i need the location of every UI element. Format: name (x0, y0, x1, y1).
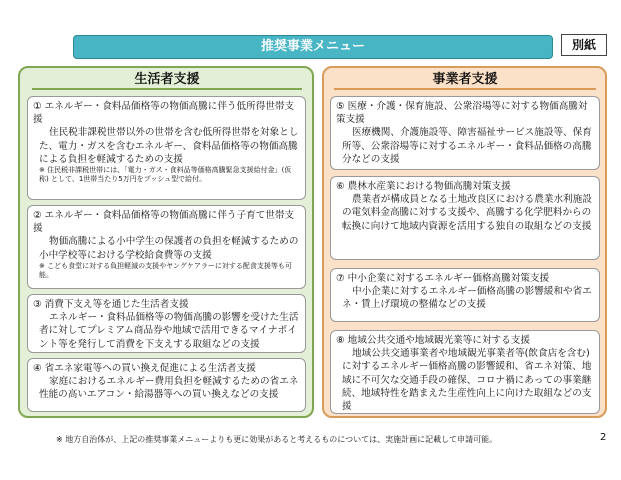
page-title: 推奨事業メニュー (73, 35, 553, 59)
support-item-7 (330, 268, 600, 322)
item-body: 農業者が構成員となる土地改良区における農業水利施設の電気料金高騰に対する支援や、高騰する化学肥料からの転換に向けて地域内資源を活用する独自の取組などの支援 (342, 194, 592, 232)
footnote: ※ 地方自治体が、上記の推奨事業メニューよりも更に効果があると考えるものについては、実施計画に記載して申請可能。 (56, 435, 498, 444)
item-heading: ⑧ 地域公共交通や地域観光業等に対する支援 (336, 335, 530, 346)
support-item-1 (27, 96, 306, 200)
support-item-4 (27, 358, 306, 412)
right-column-heading: 事業者支援 (334, 70, 596, 90)
item-body: 中小企業に対するエネルギー価格高騰の影響緩和や省エネ・賃上げ環境の整備などの支援 (342, 286, 592, 311)
item-heading: ⑤ 医療・介護・保育施設、公衆浴場等に対する物価高騰対策支援 (336, 101, 588, 126)
item-heading: ① エネルギー・食料品価格等の物価高騰に伴う低所得世帯支援 (33, 101, 295, 126)
left-column-heading: 生活者支援 (32, 70, 302, 90)
support-item-5 (330, 96, 600, 170)
support-item-6 (330, 176, 600, 260)
attachment-tag: 別紙 (561, 34, 607, 56)
page-number: 2 (600, 432, 607, 443)
support-item-2 (27, 205, 306, 289)
item-body: 医療機関、介護施設等、障害福祉サービス施設等、保育所等、公衆浴場等に対するエネルギー・食料品価格の高騰分などの支援 (342, 127, 592, 165)
item-body: 住民税非課税世帯以外の世帯を含む低所得世帯を対象とした、電力・ガスを含むエネルギー、食料品価格等の物価高騰による負担を軽減するための支援 (39, 127, 299, 165)
item-note: ※ こども食堂に対する負担軽減の支援やヤングケアラーに対する配食支援等も可能。 (39, 261, 292, 280)
item-heading: ② エネルギー・食料品価格等の物価高騰に伴う子育て世帯支援 (33, 210, 295, 235)
item-body: 物価高騰による小中学生の保護者の負担を軽減するための小中学校等における学校給食費等の支援 (39, 236, 299, 261)
item-heading: ④ 省エネ家電等への買い換え促進による生活者支援 (33, 363, 256, 374)
item-body: 家庭におけるエネルギー費用負担を軽減するための省エネ性能の高いエアコン・給湯器等への買い換えなどの支援 (39, 376, 299, 401)
item-note: ※ 住民税非課税世帯には、「電力・ガス・食料品等価格高騰緊急支援給付金」(仮称) として、1世帯当たり5万円をプッシュ型で給付。 (39, 166, 292, 184)
item-heading: ⑥ 農林水産業における物価高騰対策支援 (336, 181, 511, 192)
item-body: 地域公共交通事業者や地域観光事業者等(飲食店を含む)に対するエネルギー価格高騰の影響緩和、省エネ対策、地域に不可欠な交通手段の確保、コロナ禍にあっての事業継続、地域特性を踏まえた生産性向上に向けた取組などの支援 (342, 348, 592, 413)
item-body: エネルギー・食料品価格等の物価高騰の影響を受けた生活者に対してプレミアム商品券や地域で活用できるマイナポイント等を発行して消費を下支えする取組などの支援 (39, 312, 299, 350)
item-heading: ⑦ 中小企業に対するエネルギー価格高騰対策支援 (336, 273, 550, 284)
item-heading: ③ 消費下支え等を通じた生活者支援 (33, 299, 189, 310)
support-item-8 (330, 330, 600, 414)
support-item-3 (27, 294, 306, 353)
